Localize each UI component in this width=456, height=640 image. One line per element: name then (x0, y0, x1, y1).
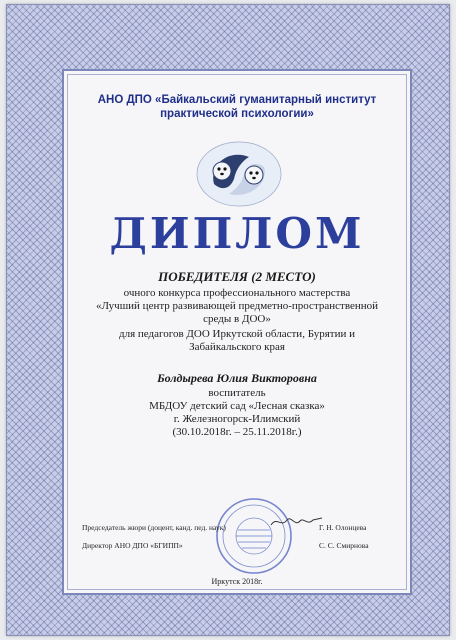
organization-name-line-2: практической психологии» (160, 108, 314, 120)
contest-line-5: Забайкальского края (189, 341, 285, 353)
director-label: Директор АНО ДПО «БГИПП» (82, 541, 183, 550)
recipient-name: Болдырева Юлия Викторовна (157, 371, 317, 385)
contest-line-4: для педагогов ДОО Иркутской области, Бурятии и (118, 328, 356, 340)
seals-logo-icon (194, 139, 284, 209)
director-name: С. С. Смирнова (319, 541, 369, 550)
city-and-year: Иркутск 2018г. (211, 577, 263, 586)
diploma-sheet (62, 69, 412, 595)
organization-name-line-1: АНО ДПО «Байкальский гуманитарный институт (97, 94, 377, 106)
contest-dates: (30.10.2018г. – 25.11.2018г.) (172, 426, 302, 438)
guilloche-border (6, 4, 450, 636)
official-stamp-icon (214, 496, 294, 576)
diploma-title: ДИПЛОМ (109, 209, 365, 258)
signature-scribble-icon (269, 514, 324, 529)
contest-line-3: среды в ДОО» (203, 313, 271, 325)
contest-line-2: «Лучший центр развивающей предметно-пространственной (95, 300, 379, 312)
recipient-position: воспитатель (208, 387, 266, 399)
jury-chair-name: Г. Н. Олонцева (319, 523, 367, 532)
contest-line-1: очного конкурса профессионального мастерства (123, 287, 351, 299)
jury-chair-label: Председатель жюри (доцент, канд. пед. наук) (82, 523, 226, 532)
recipient-institution: МБДОУ детский сад «Лесная сказка» (149, 400, 325, 412)
winner-place: ПОБЕДИТЕЛЯ (2 МЕСТО) (158, 269, 316, 284)
recipient-city: г. Железногорск-Илимский (173, 413, 301, 425)
